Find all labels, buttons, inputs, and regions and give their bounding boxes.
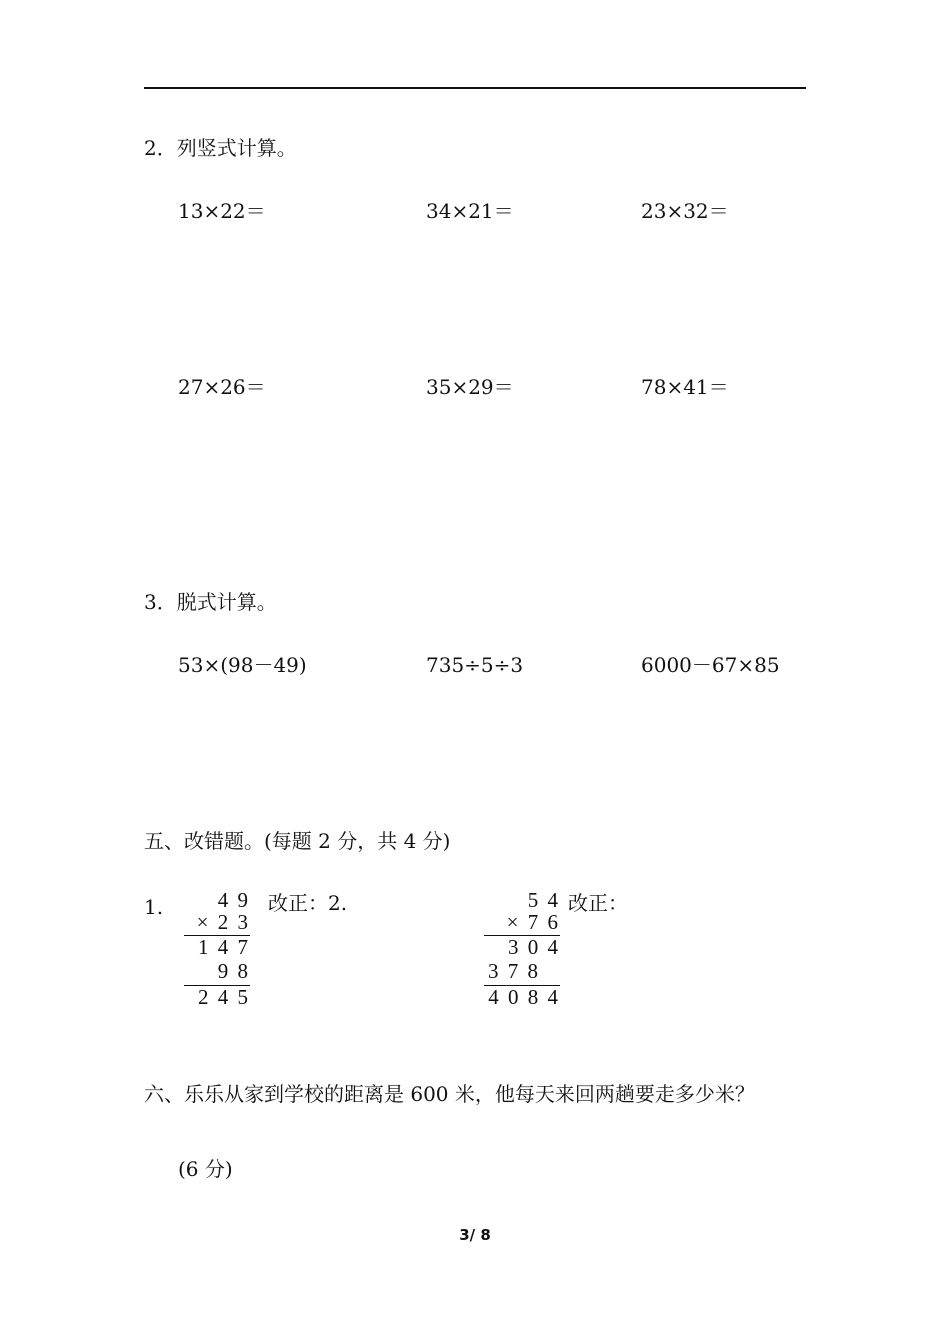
section6-question: 六、乐乐从家到学校的距离是 600 米，他每天来回两趟要走多少米？ [144, 1082, 755, 1106]
calc1-multiplicand: 4 9 [217, 888, 250, 912]
calc2-multiplicand: 5 4 [527, 888, 560, 912]
calc1-partial-1: 1 4 7 [198, 935, 250, 959]
problem-vertical-5: 35×29＝ [426, 375, 514, 399]
header-rule [144, 87, 806, 89]
problem-stepwise-1: 53×(98－49) [178, 653, 307, 677]
calc1-multiplier: × 2 3 [196, 910, 250, 934]
problem-vertical-2: 34×21＝ [426, 199, 514, 223]
section6-score: (6 分) [178, 1157, 233, 1181]
calc2-partial-1: 3 0 4 [508, 935, 560, 959]
section5-heading: 五、改错题。(每题 2 分，共 4 分) [144, 829, 451, 853]
problem-vertical-4: 27×26＝ [178, 375, 266, 399]
calc1-result: 2 4 5 [198, 985, 250, 1009]
calc2-partial-2: 3 7 8 [488, 959, 540, 983]
error-item1-calculation [180, 889, 250, 1007]
error-item2-correction: 改正： [568, 891, 628, 915]
page-number: 3/ 8 [459, 1226, 491, 1244]
problem-vertical-1: 13×22＝ [178, 199, 266, 223]
section2-heading: 2．列竖式计算。 [144, 136, 297, 160]
calc1-partial-2: 9 8 [217, 959, 250, 983]
calc2-result: 4 0 8 4 [488, 985, 560, 1009]
problem-stepwise-3: 6000－67×85 [641, 653, 780, 677]
problem-vertical-6: 78×41＝ [641, 375, 729, 399]
error-item2-calculation [481, 889, 560, 1007]
problem-vertical-3: 23×32＝ [641, 199, 729, 223]
calc2-multiplier: × 7 6 [506, 910, 560, 934]
error-item1-number: 1. [144, 895, 164, 919]
error-item1-correction: 改正：2. [268, 891, 348, 915]
problem-stepwise-2: 735÷5÷3 [426, 653, 524, 677]
section3-heading: 3．脱式计算。 [144, 590, 277, 614]
